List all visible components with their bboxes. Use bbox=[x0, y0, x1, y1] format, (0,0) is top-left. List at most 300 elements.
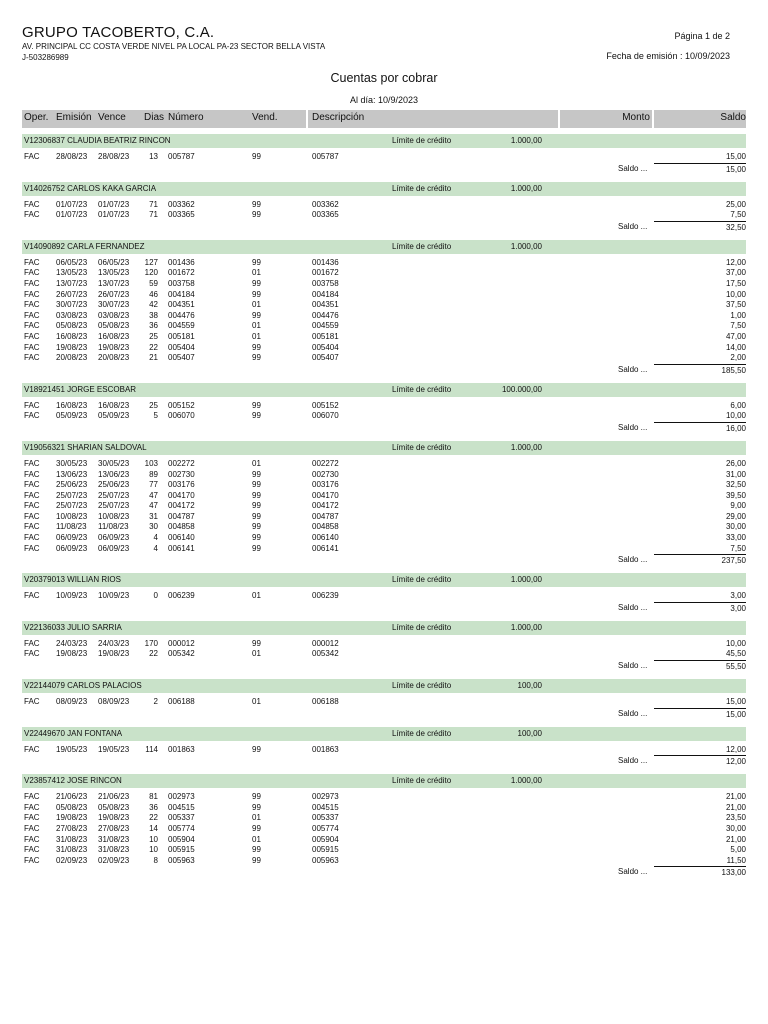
cell-vend: 01 bbox=[252, 268, 261, 278]
invoice-row bbox=[22, 649, 746, 660]
cell-oper: FAC bbox=[24, 411, 40, 421]
client-name: V18921451 JORGE ESCOBAR bbox=[24, 384, 137, 394]
cell-vend: 99 bbox=[252, 342, 261, 352]
invoice-row bbox=[22, 745, 746, 756]
invoice-row bbox=[22, 533, 746, 544]
cell-descripcion: 005342 bbox=[312, 649, 339, 659]
cell-descripcion: 004184 bbox=[312, 289, 339, 299]
saldo-value: 3,00 bbox=[730, 603, 746, 613]
cell-saldo: 37,50 bbox=[725, 300, 746, 310]
cell-emision: 16/08/23 bbox=[56, 331, 88, 341]
cell-dias: 46 bbox=[149, 289, 158, 299]
client-name: V14090892 CARLA FERNANDEZ bbox=[24, 241, 145, 251]
cell-vence: 06/05/23 bbox=[98, 257, 130, 267]
cell-dias: 10 bbox=[149, 834, 158, 844]
cell-vence: 21/06/23 bbox=[98, 792, 130, 802]
cell-saldo: 21,00 bbox=[725, 792, 746, 802]
cell-vend: 01 bbox=[252, 813, 261, 823]
cell-oper: FAC bbox=[24, 469, 40, 479]
cell-dias: 10 bbox=[149, 845, 158, 855]
cell-saldo: 3,00 bbox=[730, 591, 746, 601]
cell-vence: 19/08/23 bbox=[98, 813, 130, 823]
cell-descripcion: 003176 bbox=[312, 480, 339, 490]
cell-numero: 005181 bbox=[168, 331, 195, 341]
cell-vence: 01/07/23 bbox=[98, 199, 130, 209]
cell-vence: 26/07/23 bbox=[98, 289, 130, 299]
invoice-row bbox=[22, 343, 746, 354]
cell-descripcion: 001672 bbox=[312, 268, 339, 278]
cell-vend: 99 bbox=[252, 802, 261, 812]
cell-saldo: 17,50 bbox=[725, 278, 746, 288]
invoice-row bbox=[22, 200, 746, 211]
cell-numero: 001863 bbox=[168, 744, 195, 754]
cell-emision: 28/08/23 bbox=[56, 152, 88, 161]
total-rule bbox=[654, 554, 746, 555]
cell-emision: 25/07/23 bbox=[56, 501, 88, 511]
saldo-value: 15,00 bbox=[725, 164, 746, 174]
cell-saldo: 10,00 bbox=[725, 289, 746, 299]
cell-vend: 99 bbox=[252, 855, 261, 865]
client-header bbox=[22, 441, 746, 455]
cell-numero: 005904 bbox=[168, 834, 195, 844]
cell-oper: FAC bbox=[24, 310, 40, 320]
cell-descripcion: 006239 bbox=[312, 591, 339, 601]
client-group bbox=[22, 240, 746, 383]
cell-vence: 03/08/23 bbox=[98, 310, 130, 320]
cell-oper: FAC bbox=[24, 331, 40, 341]
cell-descripcion: 005904 bbox=[312, 834, 339, 844]
cell-dias: 42 bbox=[149, 300, 158, 310]
invoice-row bbox=[22, 290, 746, 301]
cell-descripcion: 005963 bbox=[312, 855, 339, 865]
cell-oper: FAC bbox=[24, 511, 40, 521]
client-header bbox=[22, 679, 746, 693]
cell-numero: 005915 bbox=[168, 845, 195, 855]
cell-numero: 004515 bbox=[168, 802, 195, 812]
cell-descripcion: 005152 bbox=[312, 400, 339, 410]
cell-numero: 003365 bbox=[168, 210, 195, 220]
invoice-row bbox=[22, 279, 746, 290]
cell-oper: FAC bbox=[24, 353, 40, 363]
invoice-row bbox=[22, 803, 746, 814]
cell-vence: 30/05/23 bbox=[98, 458, 130, 468]
cell-emision: 19/08/23 bbox=[56, 813, 88, 823]
cell-emision: 19/05/23 bbox=[56, 744, 88, 754]
client-group bbox=[22, 774, 746, 885]
cell-emision: 19/08/23 bbox=[56, 342, 88, 352]
cell-oper: FAC bbox=[24, 268, 40, 278]
invoice-row bbox=[22, 210, 746, 221]
invoice-row bbox=[22, 544, 746, 555]
cell-descripcion: 005404 bbox=[312, 342, 339, 352]
cell-vence: 25/07/23 bbox=[98, 501, 130, 511]
client-total bbox=[22, 554, 746, 567]
cell-numero: 004170 bbox=[168, 490, 195, 500]
client-name: V12306837 CLAUDIA BEATRIZ RINCON bbox=[24, 136, 171, 145]
column-header-left bbox=[22, 110, 306, 128]
cell-vence: 27/08/23 bbox=[98, 824, 130, 833]
cell-vend: 99 bbox=[252, 199, 261, 209]
cell-vence: 13/05/23 bbox=[98, 268, 130, 278]
cell-emision: 31/08/23 bbox=[56, 834, 88, 844]
cell-oper: FAC bbox=[24, 792, 40, 802]
cell-dias: 8 bbox=[153, 855, 158, 865]
cell-numero: 003758 bbox=[168, 278, 195, 288]
cell-saldo: 10,00 bbox=[725, 411, 746, 421]
invoice-row bbox=[22, 792, 746, 803]
total-rule bbox=[654, 422, 746, 423]
cell-vend: 99 bbox=[252, 480, 261, 490]
company-name: GRUPO TACOBERTO, C.A. bbox=[22, 24, 215, 41]
cell-numero: 006239 bbox=[168, 591, 195, 601]
cell-dias: 13 bbox=[149, 152, 158, 161]
cell-saldo: 33,00 bbox=[725, 533, 746, 543]
cell-vence: 05/09/23 bbox=[98, 411, 130, 421]
cell-vence: 16/08/23 bbox=[98, 400, 130, 410]
col-descripcion: Descripción bbox=[312, 112, 365, 123]
cell-dias: 47 bbox=[149, 490, 158, 500]
cell-saldo: 1,00 bbox=[730, 310, 746, 320]
cell-saldo: 11,50 bbox=[726, 855, 746, 865]
cell-descripcion: 002730 bbox=[312, 469, 339, 479]
cell-saldo: 47,00 bbox=[725, 331, 746, 341]
cell-emision: 30/07/23 bbox=[56, 300, 88, 310]
cell-saldo: 30,00 bbox=[725, 522, 746, 532]
cell-vence: 05/08/23 bbox=[98, 802, 130, 812]
cell-dias: 14 bbox=[149, 824, 158, 833]
cell-vend: 99 bbox=[252, 289, 261, 299]
cell-oper: FAC bbox=[24, 649, 40, 659]
client-group bbox=[22, 383, 746, 441]
cell-oper: FAC bbox=[24, 501, 40, 511]
cell-oper: FAC bbox=[24, 845, 40, 855]
saldo-label: Saldo ... bbox=[618, 221, 648, 231]
cell-dias: 47 bbox=[149, 501, 158, 511]
client-name: V23857412 JOSE RINCON bbox=[24, 776, 122, 786]
credit-limit-label: Límite de crédito bbox=[392, 442, 452, 452]
cell-numero: 006140 bbox=[168, 533, 195, 543]
client-group bbox=[22, 441, 746, 573]
cell-numero: 004787 bbox=[168, 511, 195, 521]
total-rule bbox=[654, 221, 746, 222]
cell-saldo: 45,50 bbox=[725, 649, 746, 659]
column-header-desc bbox=[308, 110, 558, 128]
client-name: V20379013 WILLIAN RIOS bbox=[24, 575, 121, 585]
invoice-row bbox=[22, 512, 746, 523]
client-header bbox=[22, 573, 746, 587]
cell-dias: 36 bbox=[149, 802, 158, 812]
saldo-label: Saldo ... bbox=[618, 422, 648, 432]
cell-oper: FAC bbox=[24, 813, 40, 823]
cell-emision: 05/08/23 bbox=[56, 321, 88, 331]
cell-numero: 004476 bbox=[168, 310, 195, 320]
column-header-monto bbox=[560, 110, 652, 128]
saldo-value: 16,00 bbox=[725, 423, 746, 433]
cell-dias: 4 bbox=[153, 533, 158, 543]
cell-vence: 30/07/23 bbox=[98, 300, 130, 310]
cell-vend: 99 bbox=[252, 411, 261, 421]
cell-vence: 16/08/23 bbox=[98, 331, 130, 341]
cell-saldo: 2,00 bbox=[730, 353, 746, 363]
client-total bbox=[22, 422, 746, 435]
saldo-label: Saldo ... bbox=[618, 756, 648, 766]
invoice-row bbox=[22, 835, 746, 846]
saldo-value: 15,00 bbox=[725, 709, 746, 719]
cell-emision: 13/06/23 bbox=[56, 469, 88, 479]
cell-descripcion: 004515 bbox=[312, 802, 339, 812]
cell-vence: 05/08/23 bbox=[98, 321, 130, 331]
client-group bbox=[22, 182, 746, 240]
cell-emision: 26/07/23 bbox=[56, 289, 88, 299]
cell-vend: 99 bbox=[252, 511, 261, 521]
cell-vend: 99 bbox=[252, 792, 261, 802]
total-rule bbox=[654, 163, 746, 164]
credit-limit-value: 1.000,00 bbox=[510, 183, 542, 193]
cell-vend: 99 bbox=[252, 310, 261, 320]
saldo-label: Saldo ... bbox=[618, 867, 648, 877]
cell-numero: 005407 bbox=[168, 353, 195, 363]
cell-saldo: 29,00 bbox=[725, 511, 746, 521]
client-name: V22136033 JULIO SARRIA bbox=[24, 622, 122, 632]
saldo-value: 133,00 bbox=[721, 868, 746, 878]
cell-vence: 20/08/23 bbox=[98, 353, 130, 363]
credit-limit-label: Límite de crédito bbox=[392, 136, 452, 145]
cell-descripcion: 003365 bbox=[312, 210, 339, 220]
cell-saldo: 7,50 bbox=[730, 321, 746, 331]
cell-descripcion: 002973 bbox=[312, 792, 339, 802]
cell-saldo: 39,50 bbox=[725, 490, 746, 500]
cell-vence: 31/08/23 bbox=[98, 834, 130, 844]
cell-numero: 005337 bbox=[168, 813, 195, 823]
cell-descripcion: 000012 bbox=[312, 638, 339, 648]
client-total bbox=[22, 660, 746, 673]
cell-oper: FAC bbox=[24, 855, 40, 865]
credit-limit-value: 1.000,00 bbox=[510, 575, 542, 585]
cell-vence: 25/07/23 bbox=[98, 490, 130, 500]
cell-emision: 10/09/23 bbox=[56, 591, 88, 601]
cell-vend: 99 bbox=[252, 353, 261, 363]
invoice-row bbox=[22, 401, 746, 412]
client-total bbox=[22, 708, 746, 721]
cell-vence: 13/07/23 bbox=[98, 278, 130, 288]
saldo-value: 12,00 bbox=[725, 757, 746, 767]
cell-vend: 01 bbox=[252, 321, 261, 331]
cell-vence: 28/08/23 bbox=[98, 152, 130, 161]
cell-emision: 06/09/23 bbox=[56, 543, 88, 553]
cell-oper: FAC bbox=[24, 321, 40, 331]
cell-oper: FAC bbox=[24, 210, 40, 220]
invoice-row bbox=[22, 459, 746, 470]
company-rif: J-503286989 bbox=[22, 53, 69, 62]
cell-oper: FAC bbox=[24, 522, 40, 532]
cell-vence: 01/07/23 bbox=[98, 210, 130, 220]
cell-dias: 22 bbox=[149, 649, 158, 659]
cell-descripcion: 005181 bbox=[312, 331, 339, 341]
cell-oper: FAC bbox=[24, 257, 40, 267]
cell-numero: 001672 bbox=[168, 268, 195, 278]
saldo-value: 185,50 bbox=[721, 365, 746, 375]
col-dias: Dias bbox=[144, 112, 165, 123]
cell-vend: 99 bbox=[252, 543, 261, 553]
credit-limit-label: Límite de crédito bbox=[392, 384, 452, 394]
client-header bbox=[22, 621, 746, 635]
saldo-label: Saldo ... bbox=[618, 364, 648, 374]
cell-vence: 24/03/23 bbox=[98, 638, 130, 648]
cell-saldo: 32,50 bbox=[725, 480, 746, 490]
cell-numero: 003176 bbox=[168, 480, 195, 490]
cell-oper: FAC bbox=[24, 152, 40, 161]
invoice-row bbox=[22, 522, 746, 533]
cell-oper: FAC bbox=[24, 533, 40, 543]
cell-dias: 89 bbox=[149, 469, 158, 479]
cell-emision: 10/08/23 bbox=[56, 511, 88, 521]
cell-saldo: 6,00 bbox=[730, 400, 746, 410]
cell-oper: FAC bbox=[24, 490, 40, 500]
cell-dias: 25 bbox=[149, 400, 158, 410]
cell-dias: 77 bbox=[149, 480, 158, 490]
cell-saldo: 9,00 bbox=[730, 501, 746, 511]
cell-descripcion: 004170 bbox=[312, 490, 339, 500]
cell-descripcion: 003758 bbox=[312, 278, 339, 288]
cell-emision: 06/09/23 bbox=[56, 533, 88, 543]
cell-vence: 11/08/23 bbox=[98, 522, 129, 532]
saldo-label: Saldo ... bbox=[618, 163, 648, 173]
cell-oper: FAC bbox=[24, 824, 40, 833]
cell-dias: 103 bbox=[144, 458, 158, 468]
cell-vence: 08/09/23 bbox=[98, 697, 130, 707]
cell-vend: 99 bbox=[252, 278, 261, 288]
cell-vend: 99 bbox=[252, 257, 261, 267]
invoice-row bbox=[22, 480, 746, 491]
cell-numero: 005787 bbox=[168, 152, 195, 161]
client-header bbox=[22, 240, 746, 254]
credit-limit-label: Límite de crédito bbox=[392, 776, 452, 786]
cell-numero: 006070 bbox=[168, 411, 195, 421]
cell-saldo: 23,50 bbox=[725, 813, 746, 823]
cell-vend: 99 bbox=[252, 744, 261, 754]
cell-vence: 13/06/23 bbox=[98, 469, 130, 479]
cell-oper: FAC bbox=[24, 591, 40, 601]
invoice-row bbox=[22, 353, 746, 364]
saldo-value: 55,50 bbox=[725, 662, 746, 672]
client-total bbox=[22, 364, 746, 377]
client-group bbox=[22, 573, 746, 621]
cell-dias: 81 bbox=[149, 792, 158, 802]
cell-oper: FAC bbox=[24, 289, 40, 299]
cell-numero: 005774 bbox=[168, 824, 195, 833]
cell-dias: 36 bbox=[149, 321, 158, 331]
cell-saldo: 12,00 bbox=[725, 257, 746, 267]
cell-descripcion: 006141 bbox=[312, 543, 339, 553]
cell-dias: 22 bbox=[149, 813, 158, 823]
cell-saldo: 25,00 bbox=[725, 199, 746, 209]
cell-vend: 99 bbox=[252, 400, 261, 410]
cell-oper: FAC bbox=[24, 697, 40, 707]
cell-emision: 25/07/23 bbox=[56, 490, 88, 500]
invoice-row bbox=[22, 311, 746, 322]
cell-vend: 01 bbox=[252, 649, 261, 659]
cell-emision: 24/03/23 bbox=[56, 638, 88, 648]
credit-limit-label: Límite de crédito bbox=[392, 575, 452, 585]
invoice-row bbox=[22, 300, 746, 311]
cell-numero: 004351 bbox=[168, 300, 195, 310]
cell-descripcion: 004351 bbox=[312, 300, 339, 310]
cell-oper: FAC bbox=[24, 543, 40, 553]
cell-dias: 38 bbox=[149, 310, 158, 320]
cell-numero: 004559 bbox=[168, 321, 195, 331]
cell-oper: FAC bbox=[24, 278, 40, 288]
cell-numero: 005152 bbox=[168, 400, 195, 410]
cell-vend: 01 bbox=[252, 834, 261, 844]
cell-descripcion: 006140 bbox=[312, 533, 339, 543]
cell-dias: 30 bbox=[149, 522, 158, 532]
cell-vend: 99 bbox=[252, 522, 261, 532]
cell-emision: 30/05/23 bbox=[56, 458, 88, 468]
cell-numero: 005342 bbox=[168, 649, 195, 659]
cell-vence: 06/09/23 bbox=[98, 543, 130, 553]
client-group bbox=[22, 134, 746, 182]
client-total bbox=[22, 221, 746, 234]
cell-vend: 01 bbox=[252, 458, 261, 468]
saldo-label: Saldo ... bbox=[618, 602, 648, 612]
cell-emision: 08/09/23 bbox=[56, 697, 88, 707]
credit-limit-label: Límite de crédito bbox=[392, 681, 452, 691]
cell-descripcion: 005774 bbox=[312, 824, 339, 833]
cell-oper: FAC bbox=[24, 400, 40, 410]
cell-oper: FAC bbox=[24, 480, 40, 490]
cell-numero: 000012 bbox=[168, 638, 195, 648]
cell-descripcion: 005915 bbox=[312, 845, 339, 855]
cell-emision: 25/06/23 bbox=[56, 480, 88, 490]
receivables-report bbox=[22, 134, 746, 885]
cell-saldo: 7,50 bbox=[730, 543, 746, 553]
credit-limit-label: Límite de crédito bbox=[392, 183, 452, 193]
cell-vence: 06/09/23 bbox=[98, 533, 130, 543]
cell-numero: 006141 bbox=[168, 543, 195, 553]
cell-descripcion: 005787 bbox=[312, 152, 339, 161]
cell-emision: 13/07/23 bbox=[56, 278, 88, 288]
cell-oper: FAC bbox=[24, 458, 40, 468]
cell-vend: 99 bbox=[252, 210, 261, 220]
invoice-row bbox=[22, 268, 746, 279]
cell-numero: 004858 bbox=[168, 522, 195, 532]
cell-oper: FAC bbox=[24, 300, 40, 310]
cell-vend: 99 bbox=[252, 638, 261, 648]
cell-saldo: 37,00 bbox=[725, 268, 746, 278]
invoice-row bbox=[22, 491, 746, 502]
cell-oper: FAC bbox=[24, 342, 40, 352]
client-total bbox=[22, 602, 746, 615]
cell-vend: 01 bbox=[252, 697, 261, 707]
report-subtitle: Al día: 10/9/2023 bbox=[349, 95, 419, 105]
cell-emision: 27/08/23 bbox=[56, 824, 88, 833]
cell-vence: 31/08/23 bbox=[98, 845, 130, 855]
company-address: AV. PRINCIPAL CC COSTA VERDE NIVEL PA LOCAL PA-23 SECTOR BELLA VISTA bbox=[22, 42, 326, 51]
client-name: V19056321 SHARIAN SALDOVAL bbox=[24, 442, 147, 452]
total-rule bbox=[654, 364, 746, 365]
cell-oper: FAC bbox=[24, 834, 40, 844]
client-header bbox=[22, 383, 746, 397]
cell-vend: 99 bbox=[252, 469, 261, 479]
cell-vend: 01 bbox=[252, 300, 261, 310]
saldo-label: Saldo ... bbox=[618, 708, 648, 718]
issue-date: Fecha de emisión : 10/09/2023 bbox=[606, 51, 730, 61]
cell-saldo: 10,00 bbox=[725, 638, 746, 648]
cell-emision: 11/08/23 bbox=[56, 522, 87, 532]
credit-limit-label: Límite de crédito bbox=[392, 622, 452, 632]
cell-dias: 4 bbox=[153, 543, 158, 553]
cell-descripcion: 004476 bbox=[312, 310, 339, 320]
